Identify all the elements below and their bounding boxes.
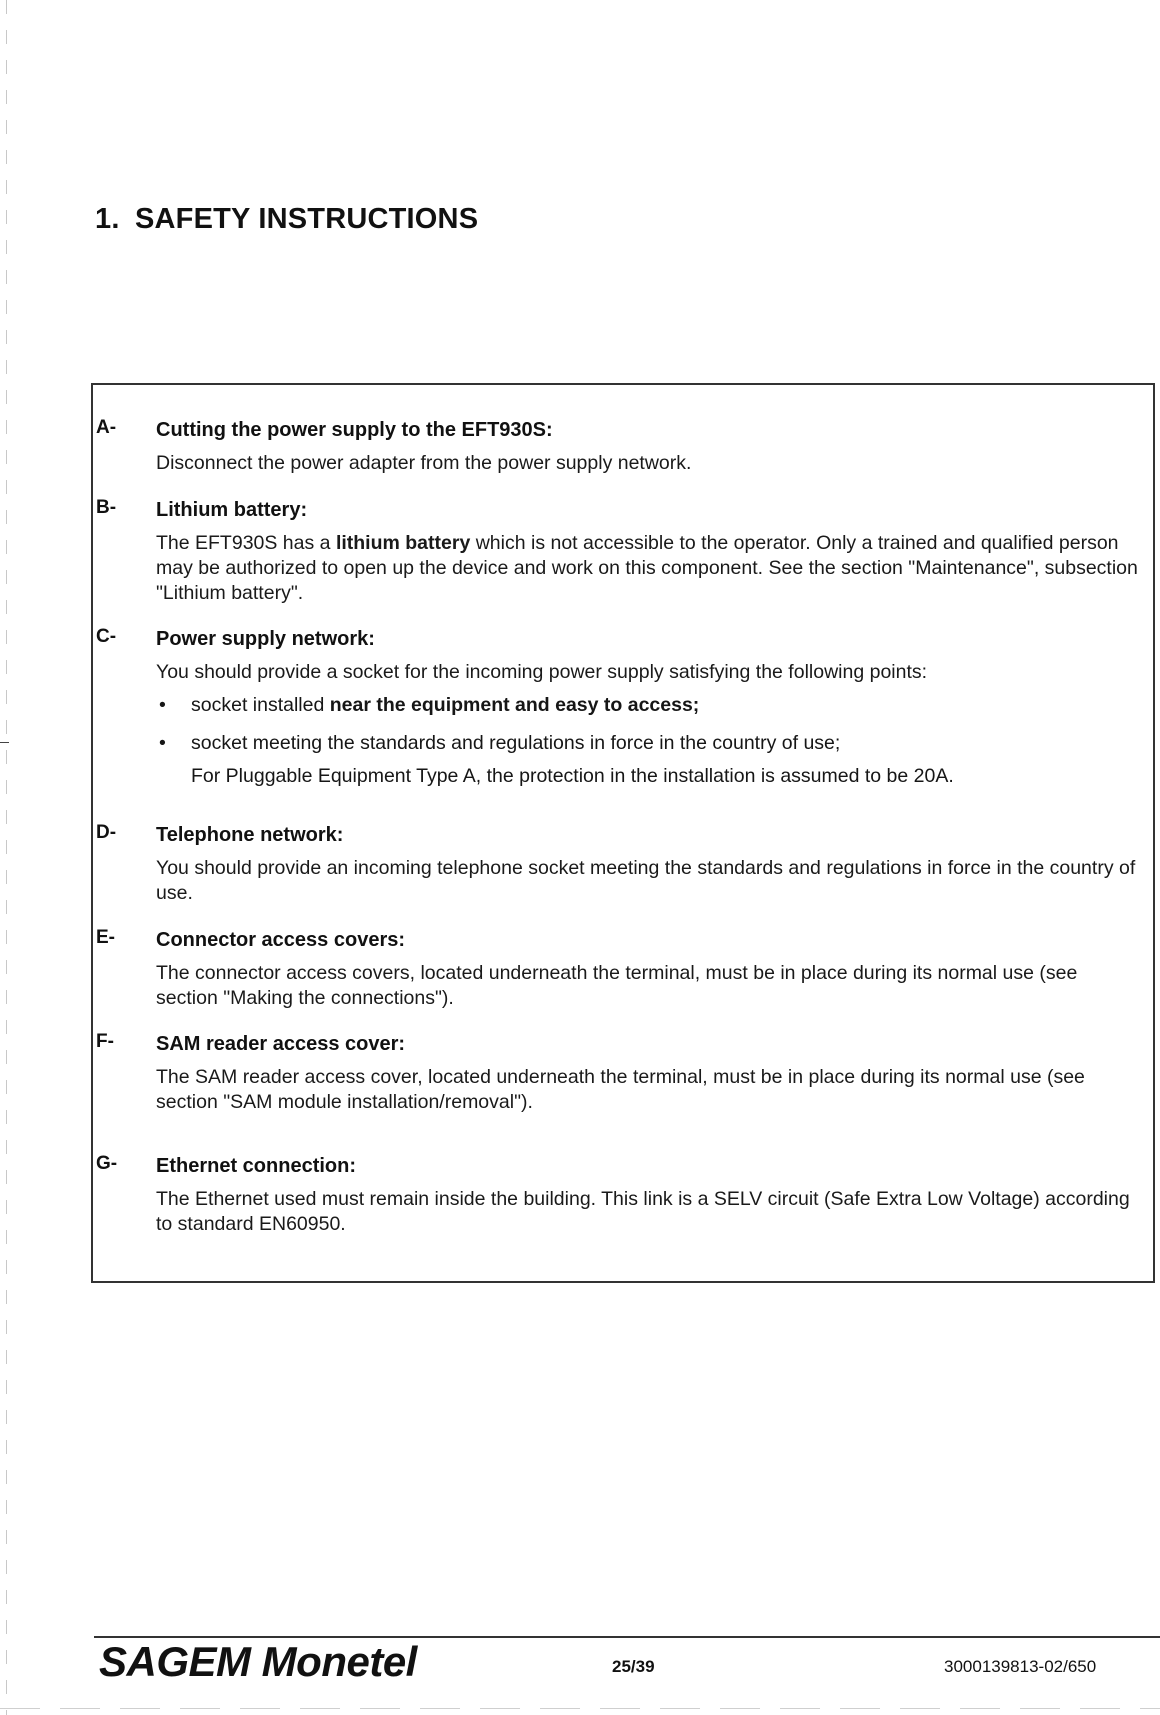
item-title: Connector access covers: [156,929,406,951]
item-text: You should provide an incoming telephone socket meeting the standards and regulations in force in the country of use. [156,857,1136,904]
item-text [156,531,1141,606]
safety-item-a [96,417,1141,476]
item-title: Telephone network: [156,824,344,846]
item-text: The Ethernet used must remain inside the building. This link is a SELV circuit (Safe Extra Low Voltage) according to standard EN60950. [156,1188,1130,1235]
document-reference: 3000139813-02/650 [944,1657,1097,1676]
text-fragment: socket installed [191,694,330,716]
page-number: 25/39 [612,1657,655,1676]
item-letter: F- [96,1031,114,1052]
text-fragment: The EFT930S has a [156,532,336,554]
section-number: 1. [95,203,120,235]
item-letter: B- [96,497,117,518]
list-item [156,731,1141,756]
item-note: For Pluggable Equipment Type A, the protection in the installation is assumed to be 20A. [191,765,954,787]
safety-item-b [96,497,1141,606]
scan-mark [0,742,9,743]
item-letter: G- [96,1153,118,1174]
text-fragment: socket meeting the standards and regulations in force in the country of use; [191,732,841,754]
page-title [95,203,478,236]
section-title: SAFETY INSTRUCTIONS [135,203,479,235]
emphasis-text: lithium battery [335,532,471,554]
item-title: Power supply network: [156,628,375,650]
item-text: The SAM reader access cover, located underneath the terminal, must be in place during its normal use (see section "SAM module installation/removal"). [156,1066,1085,1113]
brand-logo: SAGEM Monetel [99,1638,417,1685]
item-title: Cutting the power supply to the EFT930S: [156,419,553,441]
text-fragment: which is not accessible to the operator. Only a trained and qualified person may be authorized to open up the device and work on this component. See the section "Maintenance", subsection "Lithium battery". [156,532,1138,604]
safety-item-g [96,1153,1141,1237]
safety-item-e [96,927,1141,1011]
safety-box [91,383,1155,1283]
requirements-list [156,693,1141,756]
scan-edge-left [6,0,7,1715]
list-item [156,693,1141,718]
item-text: You should provide a socket for the incoming power supply satisfying the following points: [156,661,928,683]
item-letter: C- [96,626,117,647]
scan-edge-bottom [0,1708,1160,1709]
item-letter: E- [96,927,115,948]
item-letter: D- [96,822,117,843]
item-letter: A- [96,417,117,438]
item-text: Disconnect the power adapter from the power supply network. [156,452,692,474]
bullet-icon: • [159,732,166,754]
safety-item-d [96,822,1141,906]
item-title: SAM reader access cover: [156,1033,406,1055]
item-title: Lithium battery: [156,499,308,521]
item-text: The connector access covers, located underneath the terminal, must be in place during its normal use (see section "Making the connections"). [156,962,1078,1009]
safety-item-f [96,1031,1141,1115]
emphasis-text: near the equipment and easy to access; [329,694,700,716]
item-title: Ethernet connection: [156,1155,357,1177]
safety-item-c [96,626,1141,789]
bullet-icon: • [159,694,166,716]
